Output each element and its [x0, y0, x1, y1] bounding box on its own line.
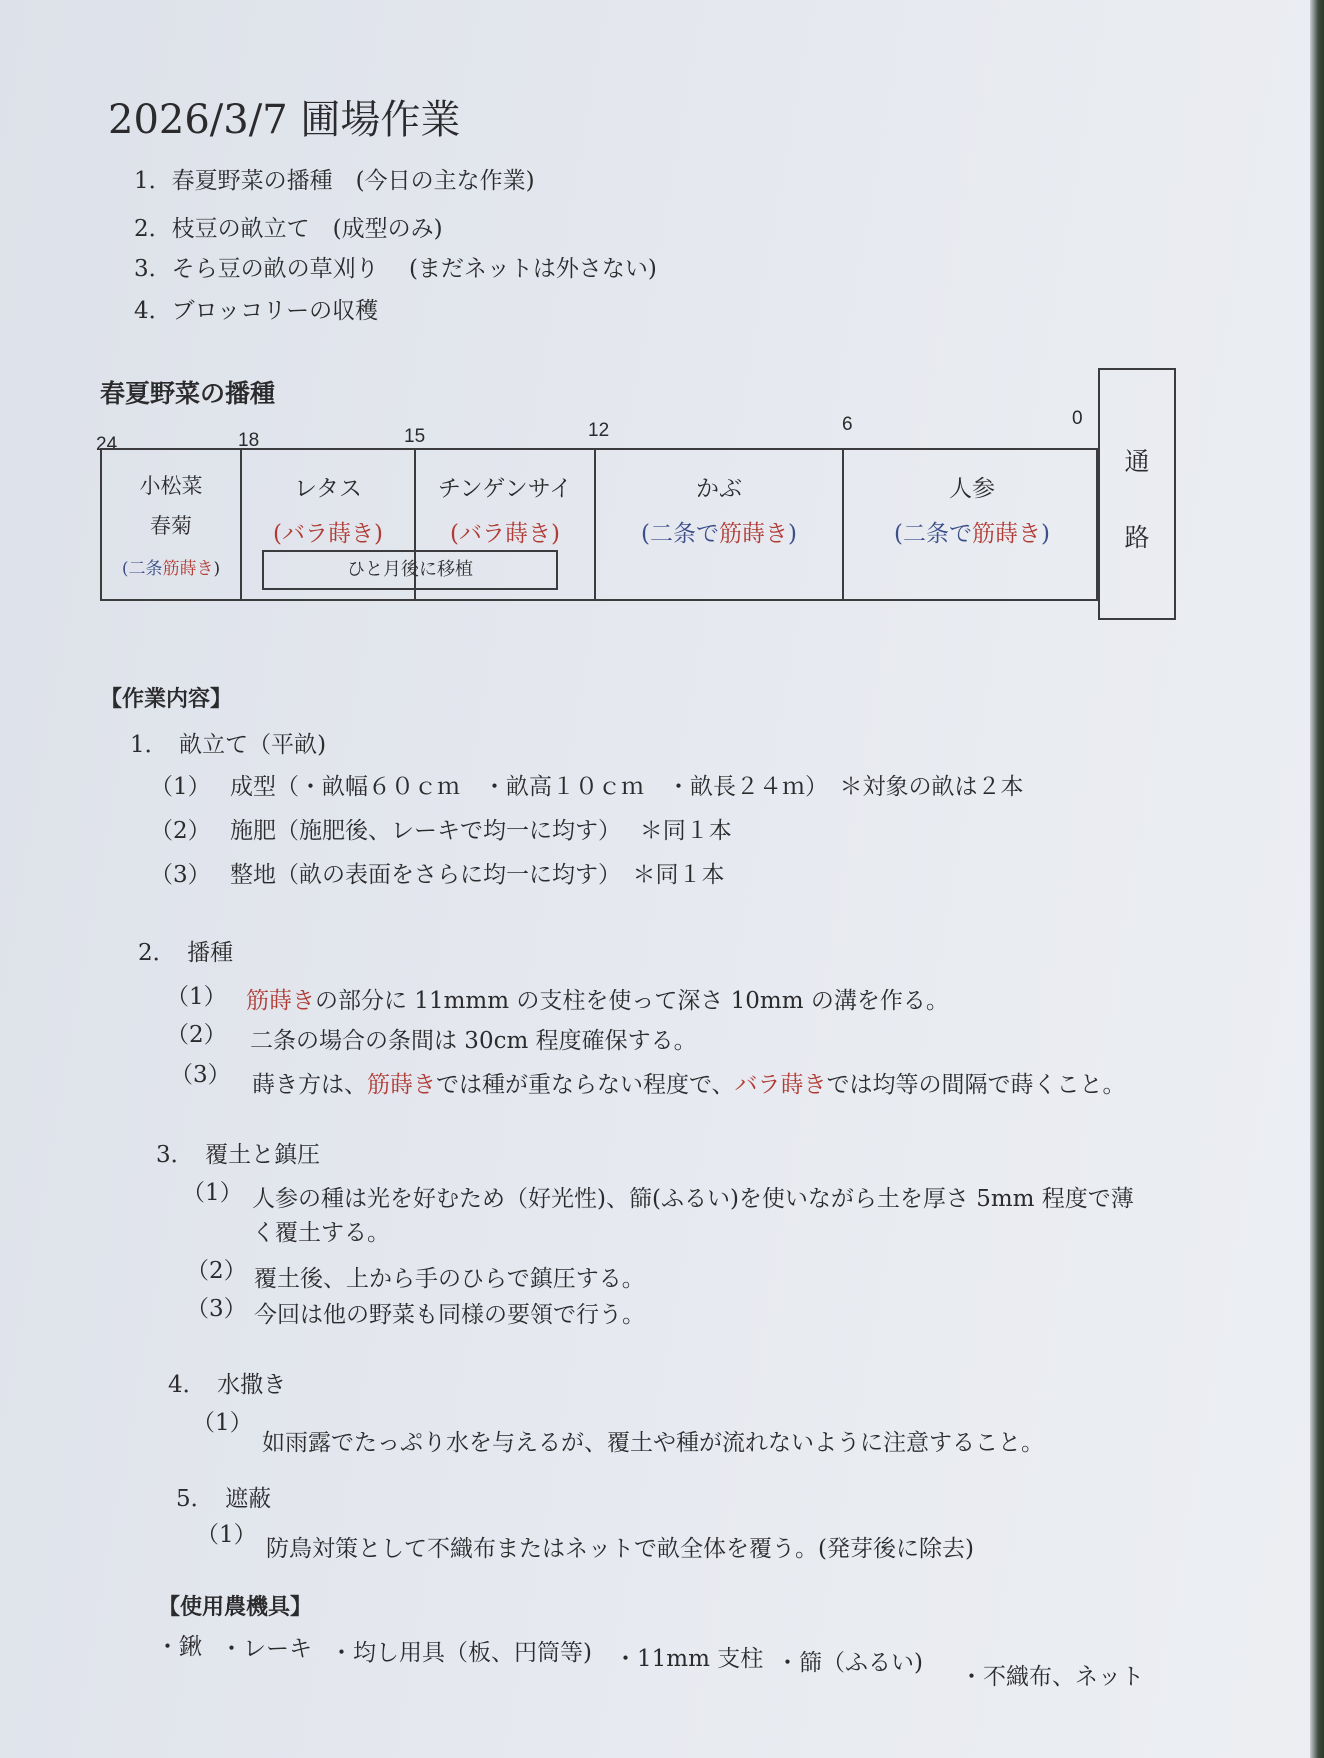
section-4-num-1: （1）	[192, 1410, 253, 1436]
overview-item-3: 3．そら豆の畝の草刈り (まだネットは外さない)	[134, 256, 657, 282]
bed-name: 人参	[949, 476, 995, 502]
bed-kabu	[596, 450, 844, 599]
section-1-item-1: 成型（・畝幅６０ｃｍ ・畝高１０ｃｍ ・畝長２４ｍ） ＊対象の畝は２本	[230, 774, 1024, 800]
bed-name: チンゲンサイ	[437, 476, 573, 502]
section-3-num-3: （3）	[186, 1296, 247, 1322]
section-2-item-3: 蒔き方は、筋蒔きでは種が重ならない程度で、バラ蒔きでは均等の間隔で蒔くこと。	[252, 1072, 1126, 1098]
tick-12: 12	[588, 420, 610, 441]
section-2-title: 2． 播種	[138, 940, 234, 966]
section-1-num-2: （2）	[150, 818, 211, 844]
tool-item-5: ・篩（ふるい)	[776, 1650, 923, 1676]
overview-item-2: 2．枝豆の畝立て (成型のみ)	[134, 216, 443, 242]
road-char-2: 路	[1124, 523, 1150, 552]
section-5-item-1: 防鳥対策として不織布またはネットで畝全体を覆う。(発芽後に除去)	[266, 1536, 974, 1562]
road	[1098, 368, 1176, 620]
bed-method: (二条筋蒔き)	[121, 559, 221, 579]
section-4-title: 4． 水撒き	[168, 1372, 287, 1398]
overview-item-1: 1．春夏野菜の播種 (今日の主な作業)	[134, 168, 535, 194]
tool-item-1: ・鍬	[156, 1634, 202, 1660]
section-4-item-1: 如雨露でたっぷり水を与えるが、覆土や種が流れないように注意すること。	[262, 1430, 1044, 1456]
section-3-num-2: （2）	[186, 1258, 247, 1284]
section-3-title: 3． 覆土と鎮圧	[156, 1142, 321, 1168]
tick-18: 18	[238, 430, 260, 451]
section-1-item-3: 整地（畝の表面をさらに均一に均す） ＊同１本	[230, 862, 725, 888]
section-1-num-1: （1）	[150, 774, 211, 800]
tool-item-6: ・不織布、ネット	[960, 1664, 1144, 1690]
section-3-num-1: （1）	[182, 1180, 243, 1206]
tick-24: 24	[96, 434, 118, 455]
background-edge	[1310, 0, 1324, 1758]
bed-method: (二条で筋蒔き)	[894, 521, 1050, 547]
bed-method: (バラ蒔き)	[450, 521, 560, 547]
field-bed	[100, 448, 1098, 601]
bed-name-2: 春菊	[150, 514, 192, 538]
section-3-item-1a: 人参の種は光を好むため（好光性)、篩(ふるい)を使いながら土を厚さ 5mm 程度で薄	[252, 1186, 1134, 1212]
bed-name: レタス	[293, 476, 363, 502]
tool-item-2: ・レーキ	[220, 1636, 312, 1662]
bed-method: (二条で筋蒔き)	[641, 521, 797, 547]
tool-item-4: ・11mm 支柱	[614, 1646, 764, 1672]
section-3-item-2: 覆土後、上から手のひらで鎮圧する。	[254, 1266, 645, 1292]
work-heading: 【作業内容】	[100, 686, 233, 712]
section-1-item-2: 施肥（施肥後、レーキで均一に均す） ＊同１本	[230, 818, 732, 844]
tick-6: 6	[842, 414, 853, 435]
section-3-item-1b: く覆土する。	[252, 1220, 390, 1246]
road-char-1: 通	[1124, 447, 1150, 476]
section-5-num-1: （1）	[196, 1522, 257, 1548]
diagram-title: 春夏野菜の播種	[100, 379, 276, 408]
tick-0: 0	[1072, 408, 1083, 429]
bed-name: 小松菜	[139, 474, 203, 498]
bed-ninjin	[844, 450, 1100, 599]
section-3-item-3: 今回は他の野菜も同様の要領で行う。	[254, 1302, 645, 1328]
section-2-num-3: （3）	[170, 1062, 231, 1088]
section-2-num-2: （2）	[166, 1022, 227, 1048]
tools-heading: 【使用農機具】	[158, 1594, 313, 1620]
section-2-item-2: 二条の場合の条間は 30cm 程度確保する。	[250, 1028, 697, 1054]
page-title: 2026/3/7 圃場作業	[108, 97, 461, 143]
bed-komatsuna-shungiku	[102, 450, 242, 599]
section-2-num-1: （1）	[166, 984, 227, 1010]
section-1-num-3: （3）	[150, 862, 211, 888]
bed-name: かぶ	[696, 476, 742, 502]
tick-15: 15	[404, 426, 426, 447]
tool-item-3: ・均し用具（板、円筒等)	[330, 1640, 592, 1666]
section-5-title: 5． 遮蔽	[176, 1486, 272, 1512]
section-1-title: 1． 畝立て（平畝)	[130, 732, 327, 758]
bed-method: (バラ蒔き)	[273, 521, 383, 547]
section-2-item-1: 筋蒔きの部分に 11mmm の支柱を使って深さ 10mm の溝を作る。	[246, 988, 949, 1014]
transplant-note: ひと月後に移植	[262, 550, 558, 590]
overview-item-4: 4．ブロッコリーの収穫	[134, 298, 379, 324]
